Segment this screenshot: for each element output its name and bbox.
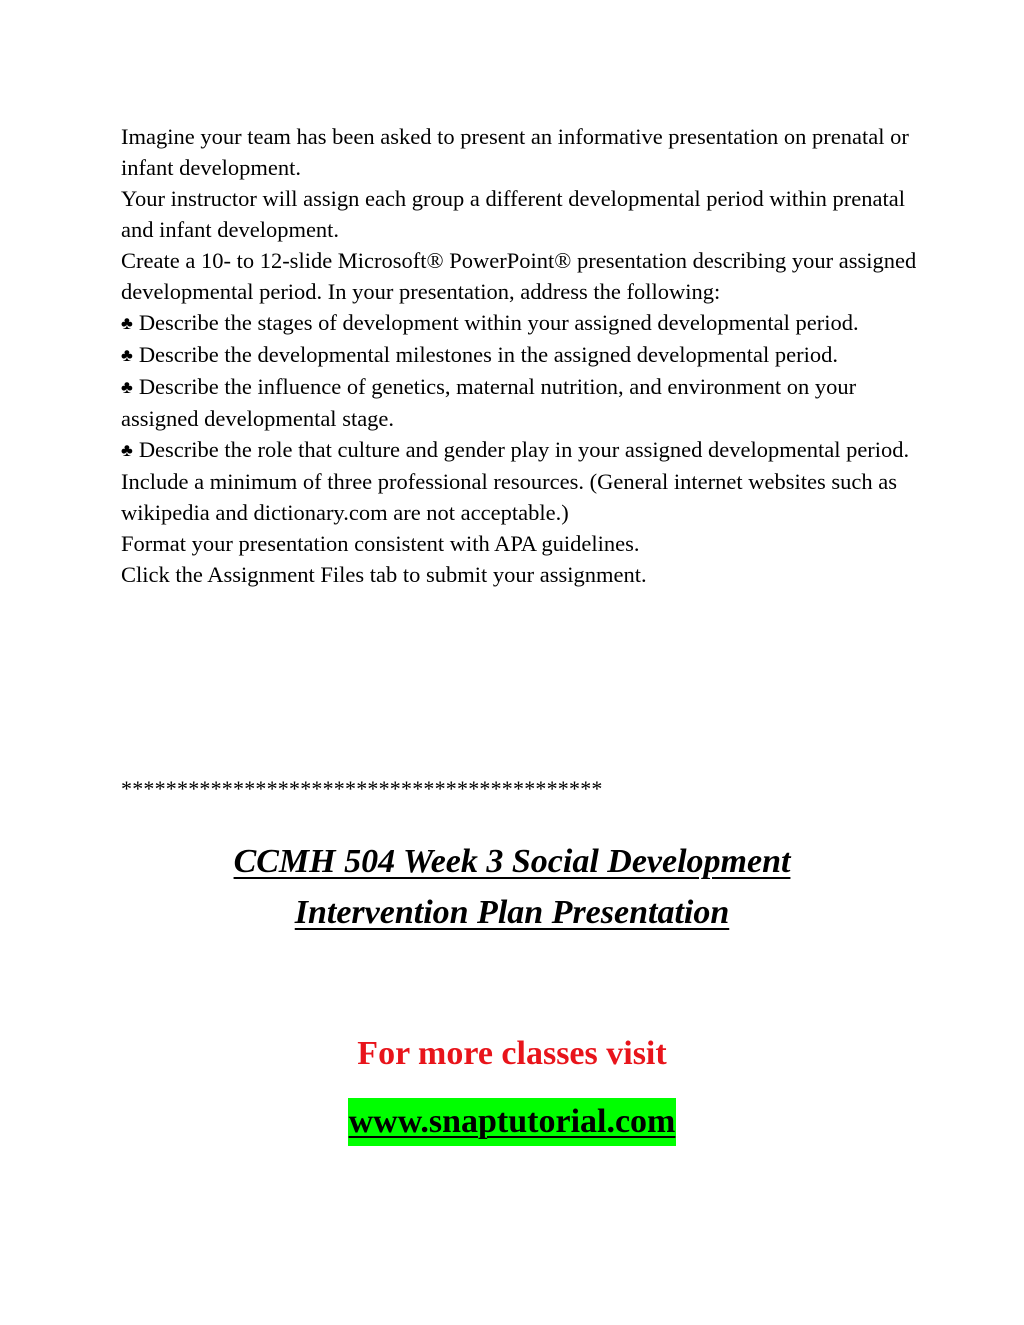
- bullet-text: Describe the role that culture and gender play in your assigned developmental period.: [138, 437, 910, 462]
- intro-paragraph: Imagine your team has been asked to present an informative presentation on prenatal or infant development.: [121, 124, 909, 180]
- closing-paragraph: Include a minimum of three professional resources. (General internet websites such as wikipedia and dictionary.com are not acceptable.): [121, 469, 897, 525]
- bullet-text: Describe the influence of genetics, maternal nutrition, and environment on your assigned developmental stage.: [121, 374, 857, 431]
- promo-text: For more classes visit: [357, 1035, 667, 1072]
- club-bullet-icon: ♣: [121, 345, 133, 365]
- bullet-item: [121, 307, 921, 339]
- closing-paragraph: Click the Assignment Files tab to submit your assignment.: [121, 562, 647, 587]
- bullet-item: [121, 339, 921, 371]
- course-title-line-1: CCMH 504 Week 3 Social Development: [233, 843, 791, 880]
- club-bullet-icon: ♣: [121, 440, 133, 460]
- bullet-text: Describe the developmental milestones in the assigned developmental period.: [138, 342, 838, 367]
- promo-link-container: [0, 1098, 1024, 1146]
- course-title: [0, 836, 1024, 938]
- bullet-item: [121, 371, 921, 434]
- bullet-text: Describe the stages of development within your assigned developmental period.: [138, 310, 859, 335]
- assignment-instructions: [121, 121, 921, 590]
- asterisk-separator: *******************************************: [121, 776, 603, 801]
- intro-paragraph: Your instructor will assign each group a different developmental period within prenatal and infant development.: [121, 186, 905, 242]
- bullet-item: [121, 434, 921, 466]
- club-bullet-icon: ♣: [121, 377, 133, 397]
- club-bullet-icon: ♣: [121, 313, 133, 333]
- intro-paragraph: Create a 10- to 12-slide Microsoft® PowerPoint® presentation describing your assigned developmental period. In your presentation, address the following:: [121, 248, 917, 304]
- website-link[interactable]: www.snaptutorial.com: [348, 1098, 677, 1146]
- course-title-line-2: Intervention Plan Presentation: [294, 894, 730, 931]
- closing-paragraph: Format your presentation consistent with APA guidelines.: [121, 531, 640, 556]
